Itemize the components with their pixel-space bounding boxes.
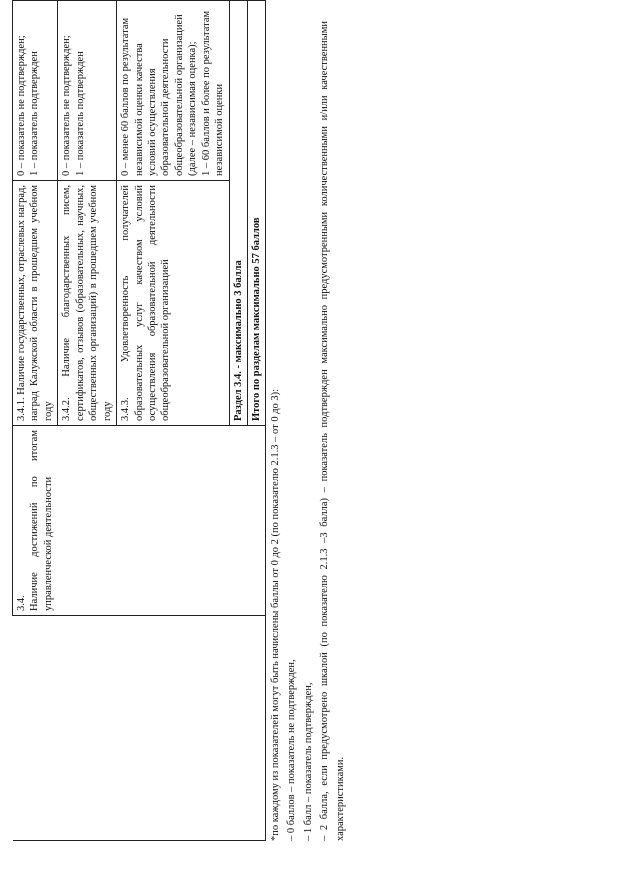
footnote-line: *по каждому из показателей могут быть начислены баллы от 0 до 2 (по показателю 2.1.3 – от 0 до 3): bbox=[270, 388, 281, 841]
scale-cell: 0 – показатель не подтвержден; 1 – показатель подтвержден bbox=[13, 1, 58, 181]
footnote-line: – 2 балла, если предусмотрено шкалой (по показателю 2.1.3 –3 балла) – показатель подтвержден максимально предусмотренными количественными и/или качественными характеристиками. bbox=[318, 21, 347, 841]
scale-cell: 0 – менее 60 баллов по результатам независимой оценки качества условий осуществления образовательной деятельности общеобразовательной организацией (далее – независимая оценка); 1 – 60 баллов и более по результатам независимой оценки bbox=[117, 1, 230, 181]
criterion-id: 3.4.2. bbox=[61, 397, 73, 421]
section-title: Наличие достижений по итогам управленческой деятельности bbox=[29, 430, 54, 611]
criterion-id: 3.4.3. bbox=[120, 397, 132, 421]
section-cell bbox=[13, 426, 266, 616]
criterion-cell bbox=[13, 181, 58, 426]
footnote-line: – 0 баллов – показатель не подтвержден, bbox=[286, 659, 298, 841]
footnote-line: – 1 балл – показатель подтвержден, bbox=[302, 682, 314, 841]
criterion-cell bbox=[58, 181, 117, 426]
criterion-cell bbox=[117, 181, 230, 426]
criterion-text: Наличие благодарственных писем, сертификатов, отзывов (образовательных, научных, общественных организаций) в прошедшем учебном году bbox=[61, 185, 113, 421]
criterion-text: Удовлетворенность получателей образовательных услуг качеством условий осуществления образовательной деятельности общеобразовательной организацией bbox=[120, 184, 172, 421]
table-row bbox=[13, 1, 58, 841]
blank-cell bbox=[13, 616, 266, 841]
criterion-id: 3.4.1. bbox=[16, 397, 27, 421]
footnotes bbox=[268, 21, 349, 841]
section-total: Раздел 3.4. - максимально 3 балла bbox=[229, 1, 247, 426]
scale-cell: 0 – показатель не подтвержден; 1 – показатель подтвержден bbox=[58, 1, 117, 181]
criterion-text: Наличие государственных, отраслевых наград, наград Калужской области в прошедшем учебном году bbox=[16, 185, 54, 421]
grand-total: Итого по разделам максимально 57 баллов bbox=[248, 1, 266, 426]
section-number: 3.4. bbox=[16, 595, 27, 611]
criteria-table bbox=[12, 0, 266, 841]
